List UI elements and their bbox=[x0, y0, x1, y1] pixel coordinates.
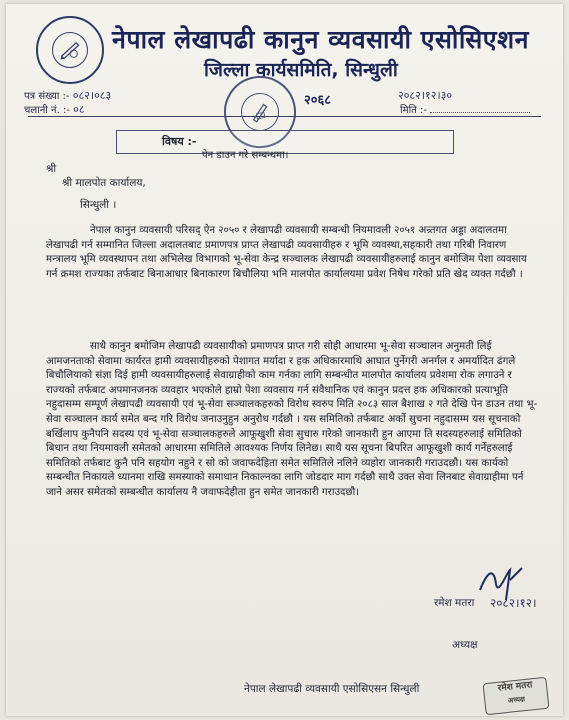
stamp-pen-icon bbox=[245, 97, 275, 127]
body-paragraph-1: नेपाल कानुन व्यवसायी परिसद् ऐन २०५० र लेखापढी व्यवसायी सम्बन्धी नियमावली २०५१ अन्र्तगत अड्डा अदालतमा लेखापढी गर्न सम्मानित जिल्ला अदालतबाट प्रमाणपत्र प्राप्त लेखापढी व्यवसायीहरु र भूमि व्यवस्था,सहकारी तथा गरिबी निवारण मन्त्रालय भूमि व्यवस्थापन तथा अभिलेख विभागको भू-सेवा केन्द्र सञ्चालक लेखापढी व्यवसायीहरुलाई कानुन बमोजिम पेशा व्यवसाय गर्न क्रमश राज्यका तर्फबाट बिनाआधार बिनाकारण बिचौलिया भनि मालपोत कार्यालयमा प्रवेश निषेध गरेको प्रति खेद व्यक्त गर्दछौ । bbox=[46, 225, 527, 280]
addressee-honorific: श्री bbox=[46, 163, 57, 175]
date-label: मिति :- bbox=[400, 105, 428, 116]
org-footer: नेपाल लेखापढी व्यवसायी एसोसिएसन सिन्धुली bbox=[244, 683, 420, 695]
signatory-name: रमेश मतरा bbox=[434, 597, 475, 609]
subject-text: पेन डाउन गरे सम्बन्धमा। bbox=[202, 150, 289, 161]
signatory-role: अध्यक्ष bbox=[452, 639, 478, 651]
date-dotted-line bbox=[430, 112, 530, 113]
addressee-place: सिन्धुली । bbox=[80, 199, 117, 211]
stamp-name: रमेश मतरा bbox=[497, 680, 533, 694]
date-row bbox=[400, 102, 530, 116]
association-logo-seal bbox=[36, 16, 104, 84]
logo-inner-ring bbox=[52, 32, 89, 69]
ref-value: ०८२।०८३ bbox=[72, 89, 112, 102]
name-stamp bbox=[483, 677, 550, 716]
subject-label: विषय :- bbox=[162, 135, 197, 148]
org-name: नेपाल लेखापढी कानुन व्यवसायी एसोसिएशन bbox=[112, 25, 529, 54]
stamp-inner-ring bbox=[237, 89, 283, 135]
date-handwritten bbox=[398, 88, 452, 103]
dispatch-value: ०८ bbox=[73, 103, 85, 116]
body-paragraph-2: साथै कानुन बमोजिम लेखापढी व्यवसायीको प्रमाणपत्र प्राप्त गरी सोही आधारमा भू-सेवा सञ्चालन अनुमती लिई आमजनताको सेवामा कार्यरत हामी व्यवसायीहरुको पेशागत मर्यादा र हक अधिकारमाथि आघात पुर्नेगरी अनर्गल र अमर्यादित ढंगले बिचौलियाको संज्ञा दिई हामी व्यवसायीहरुलाई सेवाग्राहीको काम गर्नका लागि सम्बन्धीत मालपोत कार्यालय प्रवेशमा रोक लगाउने र राज्यको तर्फबाट अपमानजनक व्यवहार भएकोले हाम्रो पेशा व्यवसाय गर्न संवैधानिक एवं कानुन प्रदत्त हक अधिकारको प्रत्याभूति नहुदासम्म सम्पूर्ण लेखापढी व्यवसायी एवं भू-सेवा सञ्चालकहरुको विरोध स्वरुप मिति २०८३ साल बैशाख २ गते देखि पेन डाउन तथा भू-सेवा सञ्चालन कार्य समेत बन्द गरि विरोध जनाउनुहुन अनुरोध गर्दछौ । यस समितिको तर्फबाट अर्को सुचना नहुदासम्म यस सूचनाको बर्खिलाप कुनैपनि सदस्य एवं भू-सेवा सञ्चालकहरुले आफूखुशी सेवा सुचारु गरेको जानकारी हुन आएमा ति सदस्यहरुलाई समितिको बिधान तथा नियमावली समेतको आधारमा समितिले आवश्यक निर्णय लिनेछ। साथै यस सूचना बिपरित आफूखुशी कार्य गर्नेहरुलाई समितिको तर्फबाट कुनै पनि सहयोग नहुने र सो को जवाफदेहिता समेत समितिले नलिने व्यहोरा जानकारी गराउदछौ। यस कार्यको सम्बन्धीत निकायले ध्यानमा राखि समस्याको समाधान निकाल्नका लागि जोडदार माग गर्दछौ साथै उक्त सेवा लिनबाट सेवाग्राहीमा पर्न जाने असर समेतको सम्बन्धीत कार्यालय नै जवाफदेहीता हुन समेत जानकारी गराउदछौ। bbox=[46, 341, 538, 498]
ref-label: पत्र संख्या :- bbox=[24, 91, 70, 102]
ref-number-row bbox=[24, 88, 111, 103]
dispatch-number-row bbox=[24, 102, 85, 117]
committee-name: जिल्ला कार्यसमिति, सिन्धुली bbox=[204, 59, 398, 81]
pen-hand-icon bbox=[58, 38, 82, 62]
letterhead-year: २०६८ bbox=[304, 93, 332, 108]
addressee-office: श्री मालपोत कार्यालय, bbox=[62, 177, 146, 189]
signature-date: २०८२।१२। bbox=[490, 596, 537, 610]
letter-page bbox=[6, 4, 563, 716]
dispatch-label: चलानी नं. :- bbox=[24, 105, 70, 116]
header-divider bbox=[28, 116, 541, 117]
date-value: २०८२।१२।३० bbox=[398, 89, 453, 102]
stamp-role: अध्यक्ष bbox=[507, 695, 526, 705]
